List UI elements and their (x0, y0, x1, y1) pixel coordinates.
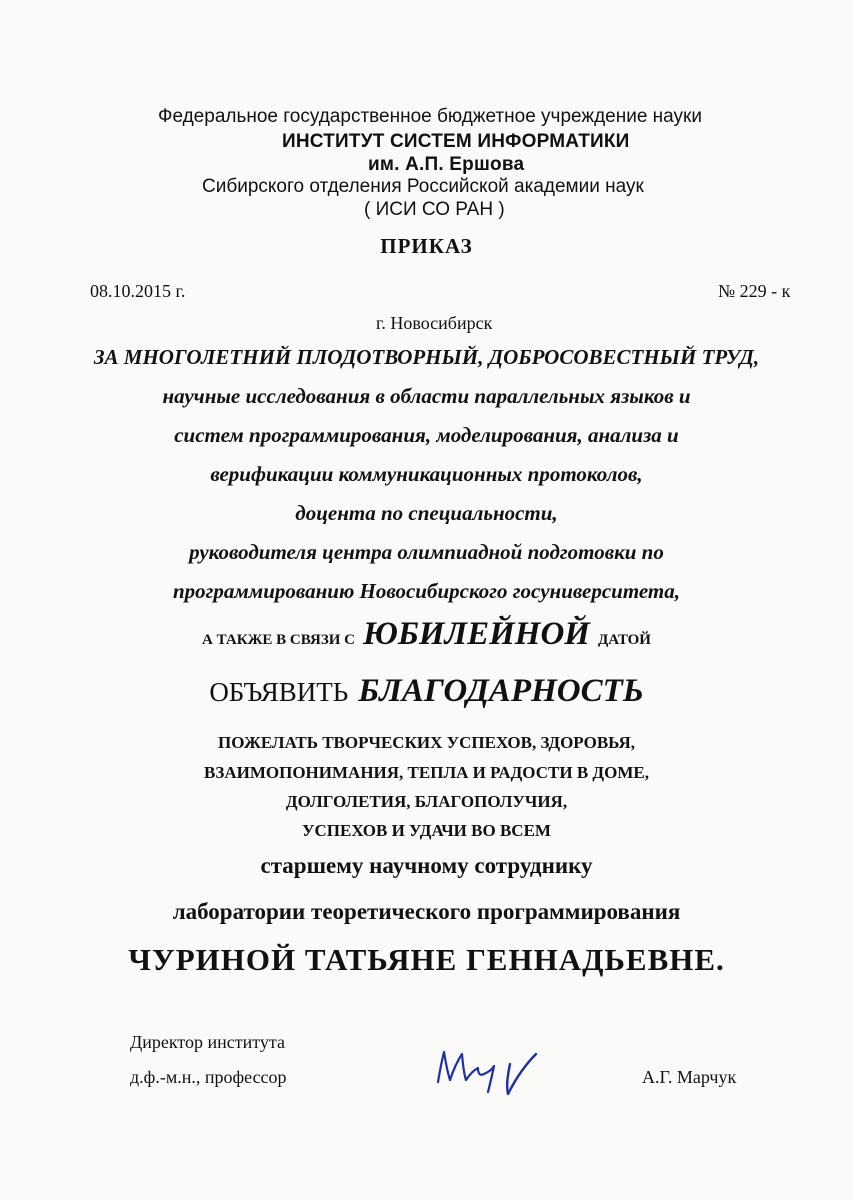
body-line: программированию Новосибирского госуниверситета, (172, 579, 681, 603)
recipient-position: старшему научному сотруднику (260, 853, 593, 878)
handwritten-signature (428, 1040, 548, 1110)
header-line-4: Сибирского отделения Российской академии наук (202, 176, 644, 197)
signer-role: Директор института (130, 1032, 285, 1052)
body-line: руководителя центра олимпиадной подготовки по (189, 540, 664, 564)
body-line: верификации коммуникационных протоколов, (210, 462, 643, 486)
signature-stroke (507, 1054, 536, 1094)
order-city: г. Новосибирск (376, 313, 493, 333)
signature-stroke (438, 1052, 494, 1092)
jubilee-suffix: ДАТОЙ (597, 632, 651, 648)
wish-line: ДОЛГОЛЕТИЯ, БЛАГОПОЛУЧИЯ, (285, 792, 568, 811)
header-line-1: Федеральное государственное бюджетное учреждение науки (158, 106, 702, 127)
institute-eponym: им. А.П. Ершова (368, 154, 525, 175)
order-number: № 229 - к (718, 281, 791, 301)
institute-name: ИНСТИТУТ СИСТЕМ ИНФОРМАТИКИ (282, 131, 630, 152)
wish-line: ПОЖЕЛАТЬ ТВОРЧЕСКИХ УСПЕХОВ, ЗДОРОВЬЯ, (217, 733, 636, 752)
body-line: ЗА МНОГОЛЕТНИЙ ПЛОДОТВОРНЫЙ, ДОБРОСОВЕСТНЫЙ ТРУД, (93, 345, 760, 369)
body-line: доцента по специальности, (295, 501, 558, 525)
document-title: ПРИКАЗ (380, 234, 473, 258)
announce-word: БЛАГОДАРНОСТЬ (358, 673, 644, 709)
announce-prefix: ОБЪЯВИТЬ (209, 677, 349, 707)
order-date: 08.10.2015 г. (90, 281, 186, 301)
wish-line: ВЗАИМОПОНИМАНИЯ, ТЕПЛА И РАДОСТИ В ДОМЕ, (204, 763, 649, 782)
body-line: систем программирования, моделирования, анализа и (174, 423, 679, 447)
jubilee-prefix: А ТАКЖЕ В СВЯЗИ С (202, 632, 355, 648)
signer-degree: д.ф.-м.н., профессор (130, 1067, 287, 1087)
recipient-laboratory: лаборатории теоретического программирования (172, 899, 681, 924)
jubilee-word: ЮБИЛЕЙНОЙ (363, 616, 590, 652)
jubilee-line (0, 616, 853, 653)
institute-abbreviation: ( ИСИ СО РАН ) (364, 199, 505, 220)
recipient-name: ЧУРИНОЙ ТАТЬЯНЕ ГЕННАДЬЕВНЕ. (128, 942, 725, 977)
body-line: научные исследования в области параллельных языков и (162, 384, 691, 408)
announce-line (0, 673, 853, 710)
wish-line: УСПЕХОВ И УДАЧИ ВО ВСЕМ (302, 821, 551, 840)
signer-name: А.Г. Марчук (642, 1067, 737, 1087)
